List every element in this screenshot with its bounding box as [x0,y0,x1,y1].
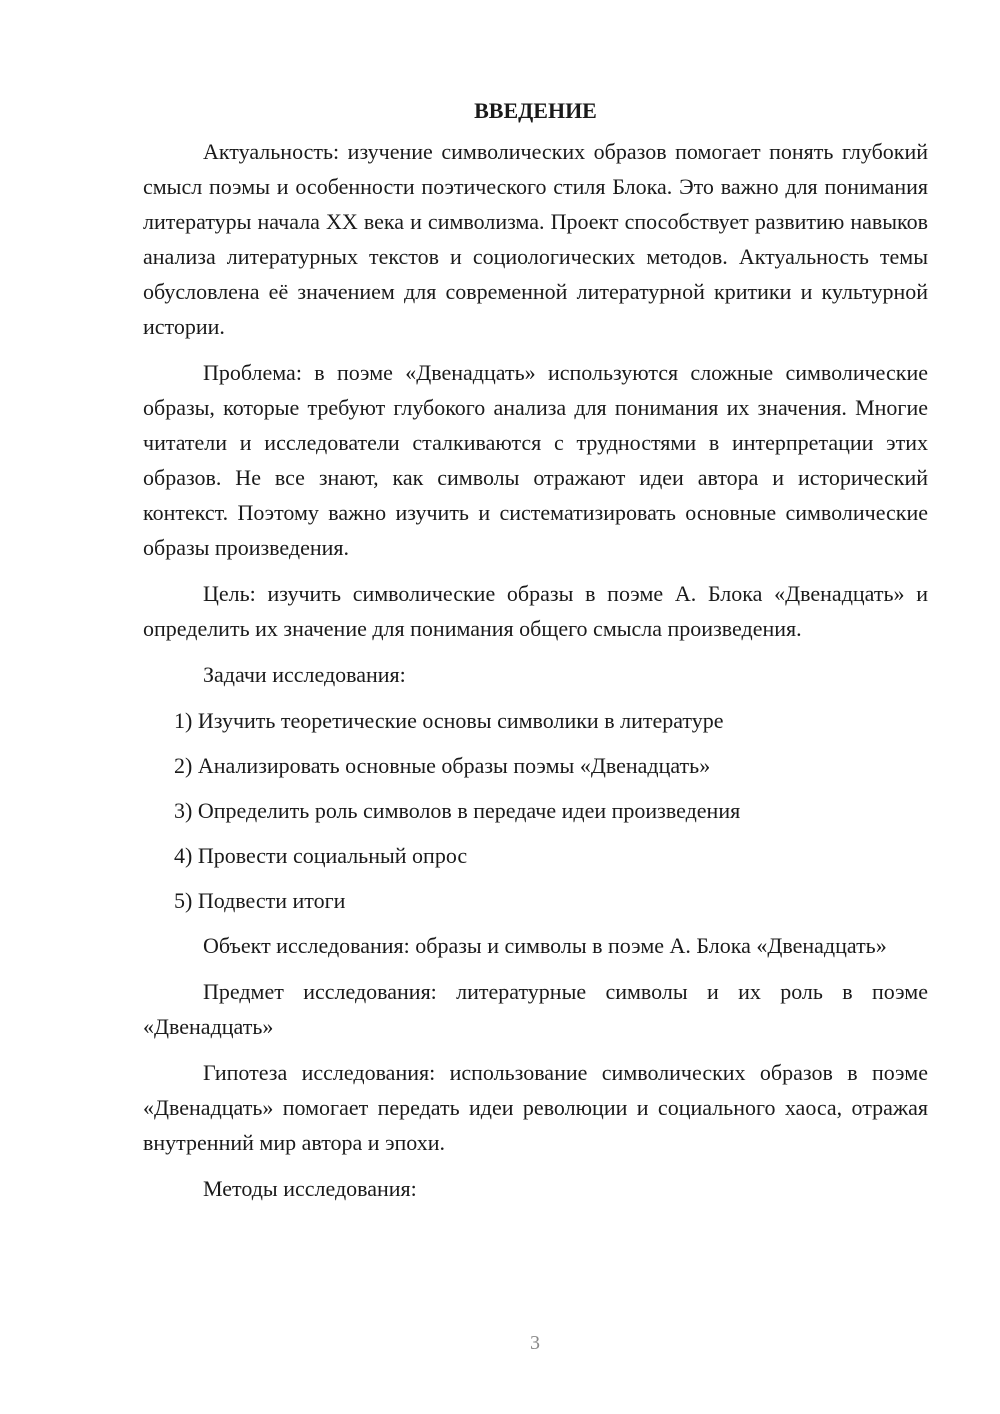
list-item: 5) Подвести итоги [174,888,346,913]
paragraph-methods-heading: Методы исследования: [203,1176,417,1201]
paragraph-hypothesis: Гипотеза исследования: использование символических образов в поэме «Двенадцать» помогает передать идеи революции и социального хаоса, отражая внутренний мир автора и эпохи. [143,1060,928,1155]
list-item: 3) Определить роль символов в передаче идеи произведения [174,798,741,823]
paragraph-object: Объект исследования: образы и символы в поэме А. Блока «Двенадцать» [203,933,887,958]
list-item: 4) Провести социальный опрос [174,843,468,868]
list-item: 1) Изучить теоретические основы символики в литературе [174,708,724,733]
paragraph-problem: Проблема: в поэме «Двенадцать» используются сложные символические образы, которые требуют глубокого анализа для понимания их значения. Многие читатели и исследователи сталкиваются с трудностями в интерпретации этих образов. Не все знают, как символы отражают идеи автора и исторический контекст. Поэтому важно изучить и систематизировать основные символические образы произведения. [143,360,928,560]
section-title: ВВЕДЕНИЕ [474,98,597,123]
paragraph-tasks-heading: Задачи исследования: [203,662,406,687]
page-number: 3 [530,1332,540,1354]
tasks-list [143,703,928,918]
page-content [143,94,928,1217]
paragraph-relevance: Актуальность: изучение символических образов помогает понять глубокий смысл поэмы и особенности поэтического стиля Блока. Это важно для понимания литературы начала XX века и символизма. Проект способствует развитию навыков анализа литературных текстов и социологических методов. Актуальность темы обусловлена её значением для современной литературной критики и культурной истории. [143,139,928,339]
list-item: 2) Анализировать основные образы поэмы «Двенадцать» [174,753,711,778]
paragraph-subject: Предмет исследования: литературные символы и их роль в поэме «Двенадцать» [143,979,928,1039]
paragraph-goal: Цель: изучить символические образы в поэме А. Блока «Двенадцать» и определить их значение для понимания общего смысла произведения. [143,581,928,641]
